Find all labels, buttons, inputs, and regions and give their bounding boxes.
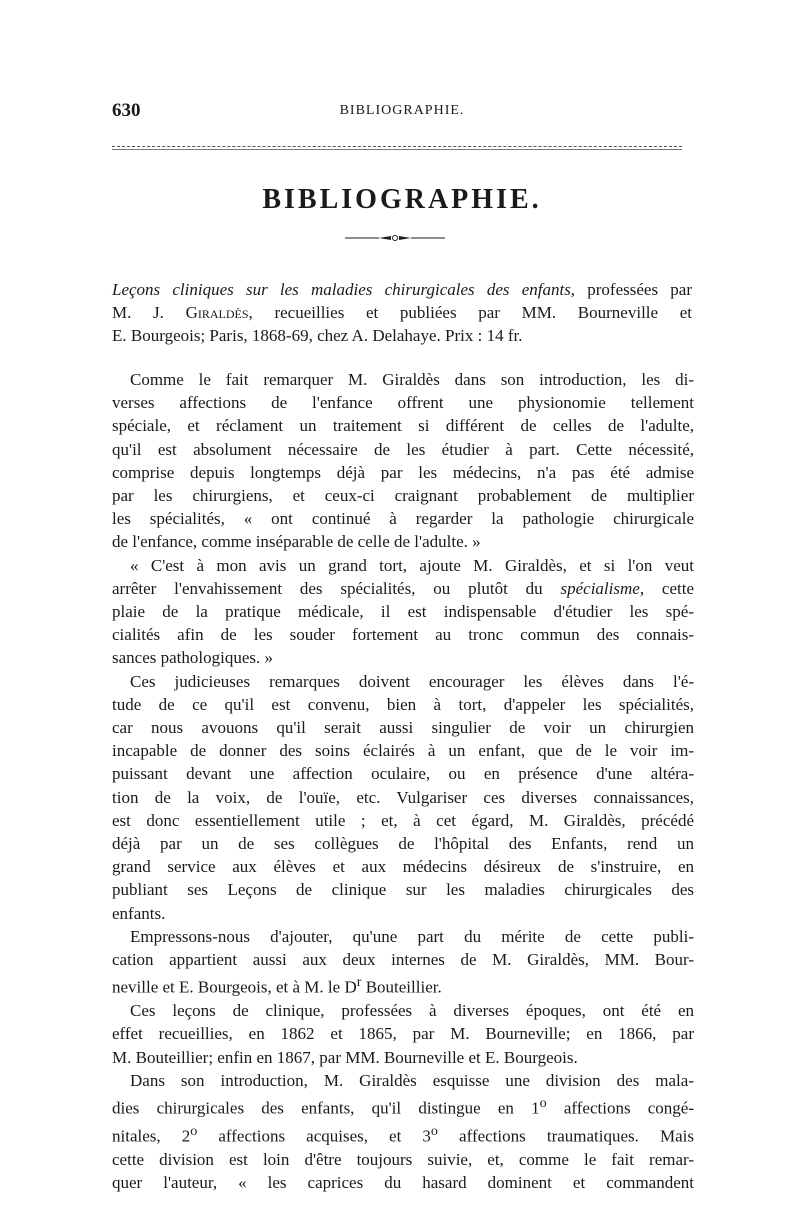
text-line: effet recueillies, en 1862 et 1865, par M. Bourneville; en 1866, par xyxy=(112,1024,694,1044)
text-line: qu'il est absolument nécessaire de les étudier à part. Cette nécessité, xyxy=(112,439,694,459)
review-body xyxy=(112,368,694,1194)
text-line: tude de ce qu'il est convenu, bien à tort, d'appeler les spécialités, xyxy=(112,694,694,714)
text-line: quer l'auteur, « les caprices du hasard dominent et commandent xyxy=(112,1172,694,1192)
page-number: 630 xyxy=(112,100,141,121)
text-line: sances pathologiques. » xyxy=(112,648,273,668)
text-line: cette division est loin d'être toujours suivie, et, comme le fait remar- xyxy=(112,1149,694,1169)
text-line: les spécialités, « ont continué à regarder la pathologie chirurgicale xyxy=(112,509,694,529)
text-line: « C'est à mon avis un grand tort, ajoute M. Giraldès, et si l'on veut xyxy=(130,555,694,575)
text-line: spéciale, et réclament un traitement si différent de celles de l'adulte, xyxy=(112,416,694,436)
text-line: de l'enfance, comme inséparable de celle de l'adulte. » xyxy=(112,532,481,552)
text-line: par les chirurgiens, et ceux-ci craignant probablement de multiplier xyxy=(112,486,694,506)
text-line: neville et E. Bourgeois, et à M. le $D^r$ Bouteillier. xyxy=(112,974,442,997)
bibliographic-entry xyxy=(112,278,692,347)
text-line: cation appartient aussi aux deux internes de M. Giraldès, MM. Bour- xyxy=(112,950,694,970)
text-line: Ces judicieuses remarques doivent encourager les élèves dans l'é- xyxy=(130,671,694,691)
entry-line: M. J. Giraldès, recueillies et publiées par MM. Bourneville et xyxy=(112,303,693,322)
text-line: Ces leçons de clinique, professées à diverses époques, ont été en xyxy=(130,1001,694,1021)
running-title: BIBLIOGRAPHIE. xyxy=(339,103,465,118)
text-line: Comme le fait remarquer M. Giraldès dans son introduction, les di- xyxy=(130,370,694,389)
text-line: publiant ses Leçons de clinique sur les maladies chirurgicales des xyxy=(112,880,694,900)
header-rule xyxy=(112,146,682,150)
text-line: M. Bouteillier; enfin en 1867, par MM. Bourneville et E. Bourgeois. xyxy=(112,1047,578,1067)
text-line: Empressons-nous d'ajouter, qu'une part du mérite de cette publi- xyxy=(130,926,694,946)
text-line: cialités afin de les souder fortement au tronc commun des connais- xyxy=(112,625,694,645)
text-line: grand service aux élèves et aux médecins désireux de s'instruire, en xyxy=(112,857,694,877)
text-line: est donc essentiellement utile ; et, à cet égard, M. Giraldès, précédé xyxy=(112,810,694,830)
text-line: tion de la voix, de l'ouïe, etc. Vulgariser ces diverses connaissances, xyxy=(112,787,694,807)
text-line: plaie de la pratique médicale, il est indispensable d'étudier les spé- xyxy=(112,602,694,622)
text-line: incapable de donner des soins éclairés à un enfant, que de le voir im- xyxy=(112,741,694,761)
entry-line: Leçons cliniques sur les maladies chirurgicales des enfants, professées par xyxy=(112,280,692,299)
text-line: enfants. xyxy=(112,903,166,923)
entry-line: E. Bourgeois; Paris, 1868-69, chez A. Delahaye. Prix : 14 fr. xyxy=(112,326,523,345)
text-line: verses affections de l'enfance offrent une physionomie tellement xyxy=(112,393,694,413)
text-line: comprise depuis longtemps déjà par les médecins, n'a pas été admise xyxy=(112,462,694,482)
text-line: arrêter l'envahissement des spécialités, ou plutôt du spécialisme, cette xyxy=(112,578,694,598)
text-line: déjà par un de ses collègues de l'hôpital des Enfants, rend un xyxy=(112,834,694,854)
ornament-divider xyxy=(345,233,445,243)
text-line: puissant devant une affection oculaire, ou en présence d'une altéra- xyxy=(112,764,694,784)
text-line: car nous avouons qu'il serait aussi singulier de voir un chirurgien xyxy=(112,718,694,738)
running-head xyxy=(112,100,692,124)
book-title: Leçons cliniques sur les maladies chirurgicales des enfants, xyxy=(112,280,576,299)
section-title: BIBLIOGRAPHIE. xyxy=(262,184,542,215)
text-line: dies chirurgicales des enfants, qu'il distingue en 1$^o$ affections congé- xyxy=(112,1094,694,1118)
text-line: Dans son introduction, M. Giraldès esquisse une division des mala- xyxy=(130,1070,694,1090)
text-line: nitales, 2$^o$ affections acquises, et 3$^o$ affections traumatiques. Mais xyxy=(112,1122,694,1146)
author-name: Giraldès xyxy=(185,303,249,322)
